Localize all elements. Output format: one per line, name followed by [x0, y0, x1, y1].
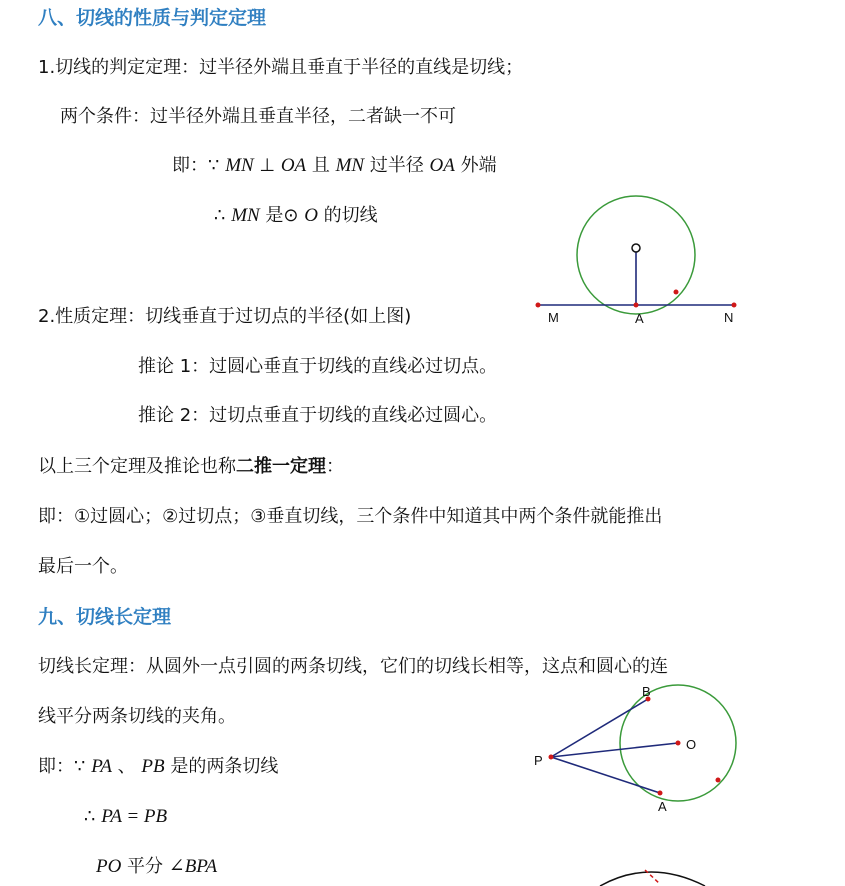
math-oa: OA [429, 155, 455, 176]
partial-circle-arc [600, 872, 705, 886]
math-pb: PB [141, 756, 165, 777]
label-p: P [534, 753, 543, 768]
math-mn: MN [225, 155, 254, 176]
label-o-2: O [686, 737, 697, 752]
is-circle-text: 是⊙ [259, 205, 305, 226]
math-mn: MN [335, 155, 365, 176]
corollary-2: 推论 2：过切点垂直于切线的直线必过圆心。 [138, 405, 498, 426]
math-mn: MN [231, 205, 260, 226]
since-prefix: 即：∵ [38, 756, 92, 777]
summary-bold-term: 二推一定理 [236, 456, 326, 477]
judgement-theorem: 1.切线的判定定理：过半径外端且垂直于半径的直线是切线； [38, 57, 524, 78]
tangent-length-theorem-1: 切线长定理：从圆外一点引圆的两条切线，它们的切线长相等，这点和圆心的连 [38, 656, 668, 677]
two-conditions: 两个条件：过半径外端且垂直半径，二者缺一不可 [60, 106, 456, 127]
summary-end: ： [326, 456, 344, 477]
corollary-1: 推论 1：过圆心垂直于切线的直线必过切点。 [138, 356, 498, 377]
separator: 、 [111, 756, 142, 777]
label-n: N [724, 310, 734, 325]
math-pa-eq-pb: PA = PB [101, 806, 168, 827]
end-text: 的切线 [317, 205, 378, 226]
therefore-prefix: ∴ [84, 806, 102, 827]
bisect-text: 平分 [121, 856, 169, 877]
since-prefix: 即：∵ [172, 155, 226, 176]
math-o: O [304, 205, 318, 226]
end-text: 是的两条切线 [164, 756, 279, 777]
math-angle-bpa: ∠BPA [168, 856, 218, 877]
math-pa: PA [91, 756, 112, 777]
end-text: 外端 [454, 155, 497, 176]
explain-line-2: 最后一个。 [38, 556, 128, 577]
section-9-heading: 九、切线长定理 [38, 606, 172, 628]
and-text: 且 [306, 155, 336, 176]
therefore-prefix: ∴ [214, 205, 232, 226]
label-a: A [635, 311, 644, 326]
math-oa: OA [280, 155, 307, 176]
perp-symbol: ⊥ [253, 155, 281, 176]
property-theorem: 2.性质定理：切线垂直于过切点的半径(如上图) [38, 306, 412, 327]
tangent-length-theorem-2: 线平分两条切线的夹角。 [38, 706, 236, 727]
explain-line-1: 即：①过圆心；②过切点；③垂直切线，三个条件中知道其中两个条件就能推出 [38, 506, 663, 527]
label-a-2: A [658, 799, 667, 814]
math-po: PO [96, 856, 122, 877]
label-b: B [642, 684, 651, 699]
pass-text: 过半径 [364, 155, 430, 176]
section-8-heading: 八、切线的性质与判定定理 [38, 7, 267, 29]
summary-prefix: 以上三个定理及推论也称 [38, 456, 236, 477]
label-m: M [548, 310, 559, 325]
